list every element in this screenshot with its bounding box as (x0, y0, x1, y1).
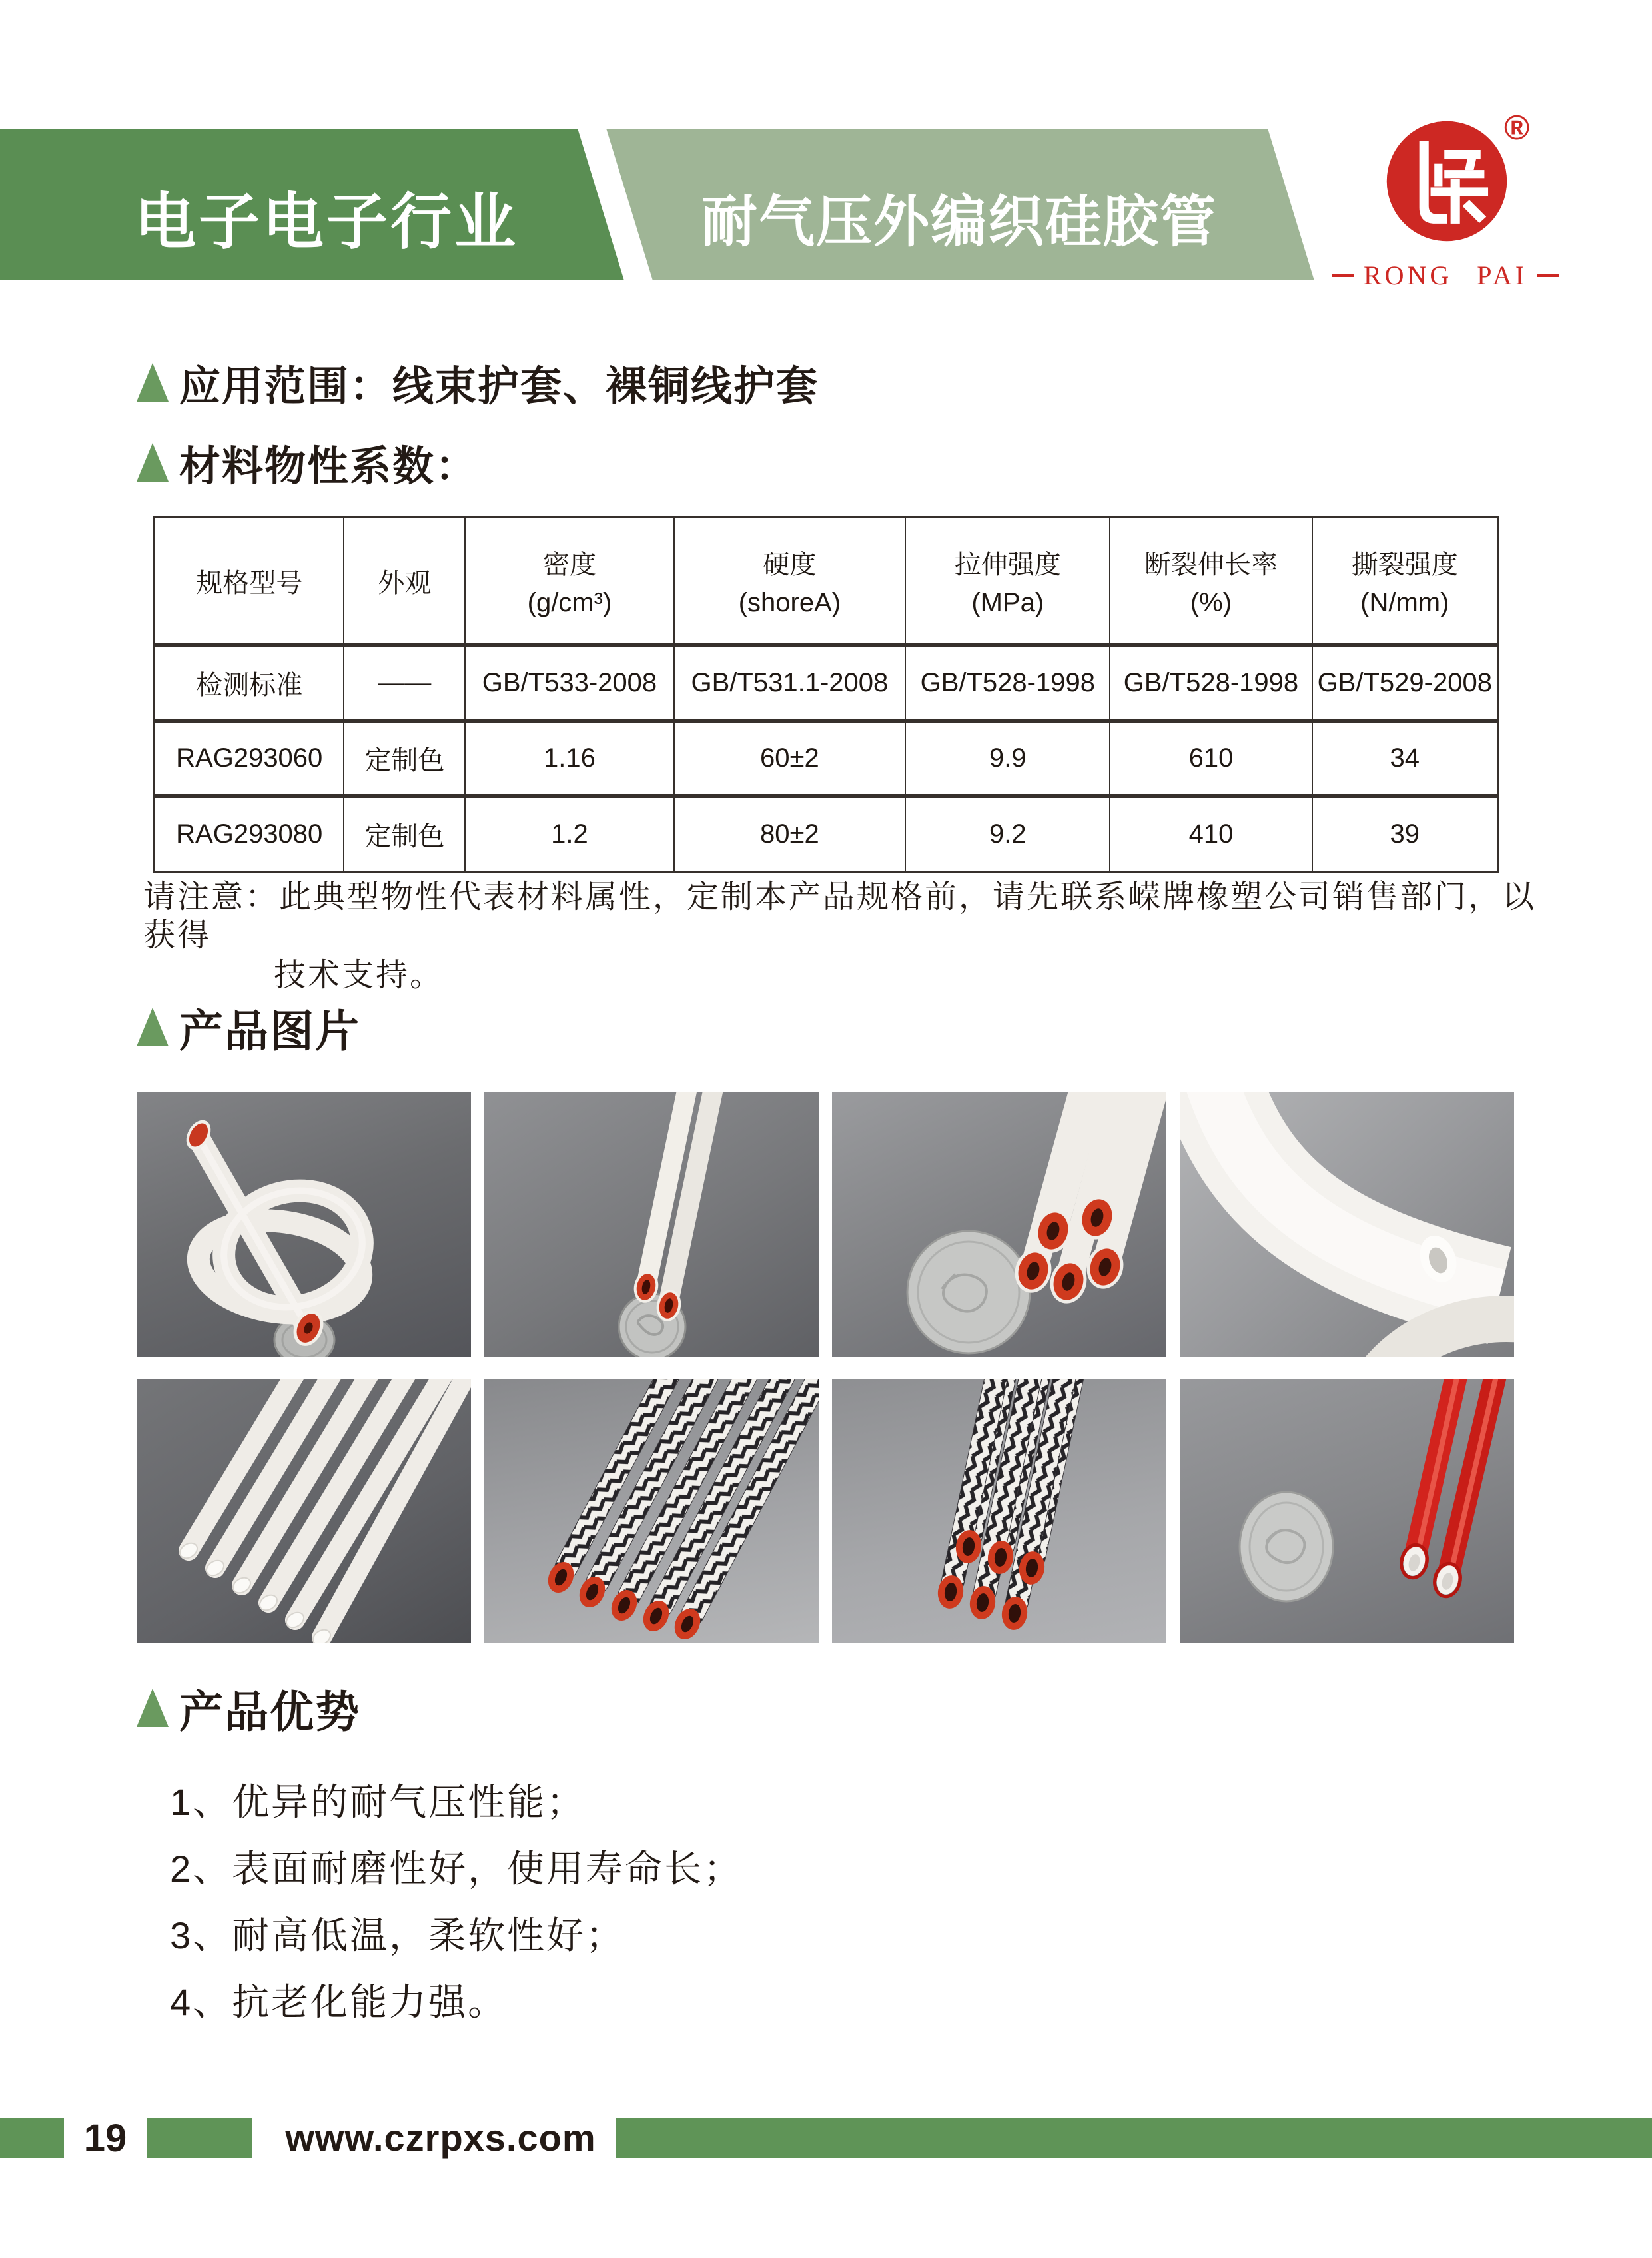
photo-two-tubes-coin (484, 1092, 819, 1357)
cell: 410 (1110, 796, 1312, 871)
advantage-item-3: 3、耐高低温，柔软性好； (170, 1914, 625, 1956)
notice-text (143, 878, 1542, 995)
table-row-rag293060 (155, 721, 1498, 796)
cell: 定制色 (344, 721, 465, 796)
registered-trademark-icon: ® (1504, 109, 1530, 147)
advantages-title: 产品优势 (179, 1687, 360, 1736)
cell: 34 (1312, 721, 1498, 796)
industry-label: 电子电子行业 (134, 188, 518, 256)
col-header-density: 密度 (g/cm³) (465, 518, 673, 646)
cell: 9.9 (905, 721, 1110, 796)
advantages-list (170, 1766, 743, 2033)
triangle-bullet-icon (137, 443, 169, 482)
footer-green-block-mid (147, 2118, 252, 2158)
brand-name-row (1332, 260, 1559, 291)
applications-title: 应用范围：线束护套、裸铜线护套 (179, 363, 819, 410)
notice-line-2: 技术支持。 (274, 958, 444, 993)
table-header-row (155, 518, 1498, 646)
footer-green-block-left (0, 2118, 64, 2158)
photo-zigzag-tubes (484, 1379, 819, 1643)
triangle-bullet-icon (137, 1689, 169, 1727)
cell: 60±2 (674, 721, 906, 796)
material-properties-table (153, 516, 1499, 873)
cell: 610 (1110, 721, 1312, 796)
col-header-tensile: 拉伸强度 (MPa) (905, 518, 1110, 646)
col-header-hardness: 硬度 (shoreA) (674, 518, 906, 646)
photo-braid-closeup (1180, 1092, 1514, 1357)
cell: RAG293080 (155, 796, 344, 871)
advantage-item-1: 1、优异的耐气压性能； (170, 1781, 586, 1823)
cell: RAG293060 (155, 721, 344, 796)
website-url: www.czrpxs.com (285, 2116, 596, 2159)
cell: GB/T531.1-2008 (674, 645, 906, 721)
advantage-item-2: 2、表面耐磨性好，使用寿命长； (170, 1848, 743, 1890)
photo-red-tubes-coin (1180, 1379, 1514, 1643)
brand-name: RONG PAI (1363, 260, 1528, 290)
advantages-heading (137, 1683, 360, 1736)
cell: 39 (1312, 796, 1498, 871)
properties-heading (137, 437, 478, 488)
cell: GB/T528-1998 (1110, 645, 1312, 721)
photos-heading (137, 1002, 360, 1056)
cell: —— (344, 645, 465, 721)
triangle-bullet-icon (137, 1008, 169, 1046)
col-header-elongation: 断裂伸长率 (%) (1110, 518, 1312, 646)
col-header-model: 规格型号 (155, 518, 344, 646)
cell: 1.16 (465, 721, 673, 796)
table-row-standards (155, 645, 1498, 721)
cell: 1.2 (465, 796, 673, 871)
cell: GB/T528-1998 (905, 645, 1110, 721)
brand-dash-right (1537, 274, 1559, 277)
advantage-item-4: 4、抗老化能力强。 (170, 1981, 508, 2023)
photo-five-tubes-coin (832, 1092, 1166, 1357)
applications-heading (137, 357, 819, 408)
product-title: 耐气压外编织硅胶管 (701, 190, 1217, 253)
col-header-tear: 撕裂强度 (N/mm) (1312, 518, 1498, 646)
triangle-bullet-icon (137, 363, 169, 402)
cell: 定制色 (344, 796, 465, 871)
cell: GB/T529-2008 (1312, 645, 1498, 721)
photo-zigzag-tube-bundle (832, 1379, 1166, 1643)
brand-dash-left (1332, 274, 1354, 277)
footer-green-bar-right (616, 2118, 1652, 2158)
notice-line-1: 请注意：此典型物性代表材料属性，定制本产品规格前，请先联系嵘牌橡塑公司销售部门，以获得 (143, 879, 1537, 953)
cell: 9.2 (905, 796, 1110, 871)
table-row-rag293080 (155, 796, 1498, 871)
brand-seal-icon (1384, 119, 1509, 244)
photo-six-white-tubes (137, 1379, 471, 1643)
cell: 检测标准 (155, 645, 344, 721)
page-number: 19 (83, 2116, 127, 2160)
photos-title: 产品图片 (179, 1006, 360, 1056)
properties-title: 材料物性系数： (179, 443, 478, 490)
cell: 80±2 (674, 796, 906, 871)
cell: GB/T533-2008 (465, 645, 673, 721)
photo-knotted-braided-tube (137, 1092, 471, 1357)
col-header-appearance: 外观 (344, 518, 465, 646)
